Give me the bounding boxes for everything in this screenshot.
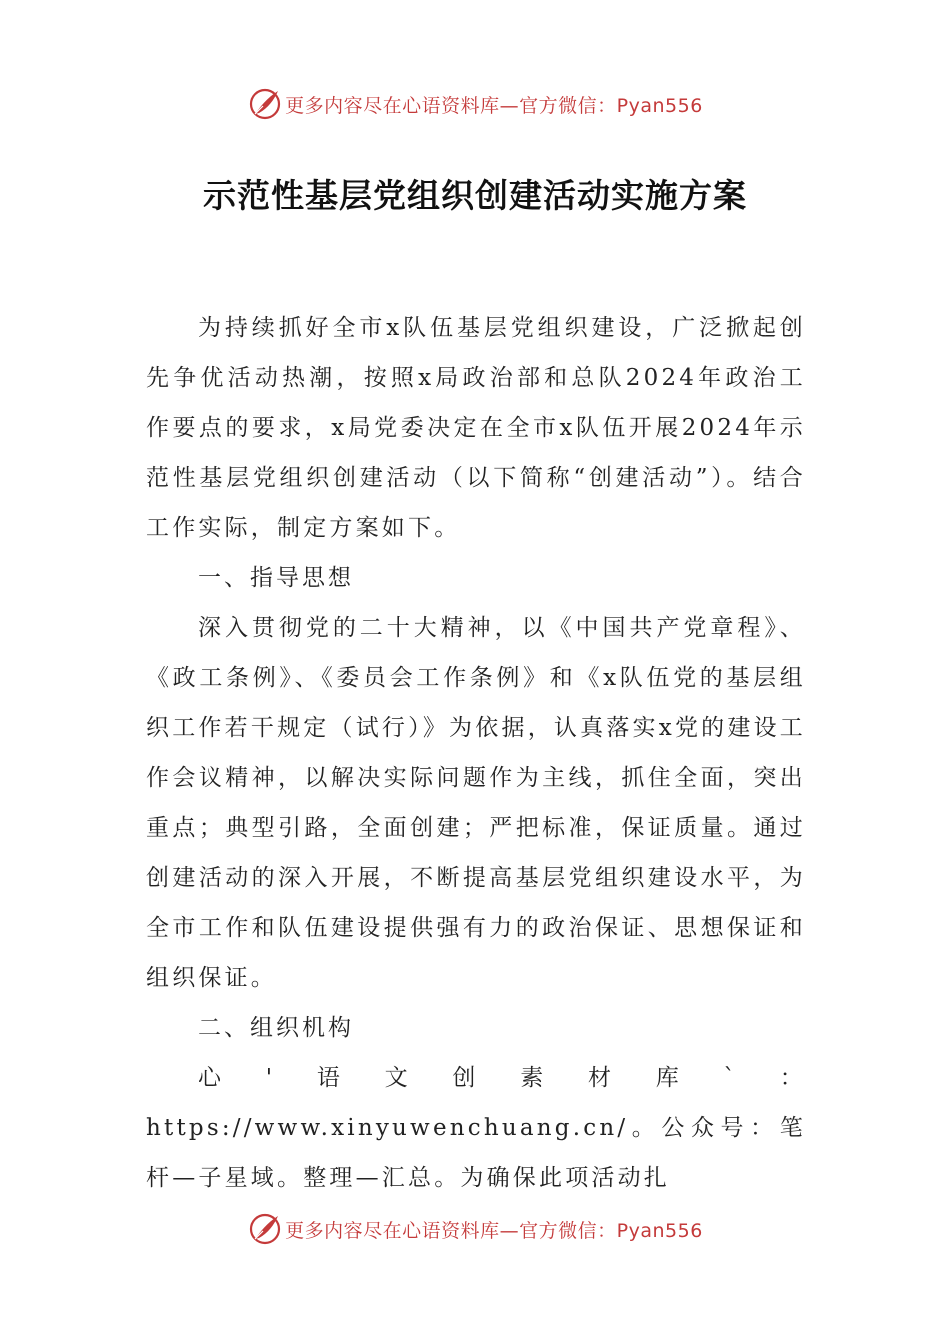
paragraph-guiding-ideology: 深入贯彻党的二十大精神，以《中国共产党章程》、《政工条例》、《委员会工作条例》和《x队伍党的基层组织工作若干规定（试行）》为依据，认真落实x党的建设工作会议精神，以解决实际问题作为主线，抓住全面，突出重点；典型引路，全面创建；严把标准，保证质量。通过创建活动的深入开展，不断提高基层党组织建设水平，为全市工作和队伍建设提供强有力的政治保证、思想保证和组织保证。 <box>146 615 806 991</box>
wechat-id: Pyan556 <box>616 94 703 117</box>
quill-logo-icon <box>247 86 283 122</box>
header-banner <box>0 84 950 124</box>
banner-text: 更多内容尽在心语资料库—官方微信：Pyan556 <box>285 1219 703 1242</box>
document-body <box>146 303 806 1203</box>
section-heading-organization: 二、组织机构 <box>198 1015 354 1041</box>
quill-logo-icon <box>247 1211 283 1247</box>
section-heading-guiding-ideology: 一、指导思想 <box>198 565 354 591</box>
paragraph-intro: 为持续抓好全市x队伍基层党组织建设，广泛掀起创先争优活动热潮，按照x局政治部和总队2024年政治工作要点的要求，x局党委决定在全市x队伍开展2024年示范性基层党组织创建活动（以下简称“创建活动”）。结合工作实际，制定方案如下。 <box>146 315 806 541</box>
footer-banner <box>0 1209 950 1249</box>
paragraph-organization: 心'语文创素材库`：https://www.xinyuwenchuang.cn/。公众号：笔杆—子星域。整理—汇总。为确保此项活动扎 <box>146 1065 806 1191</box>
banner-text: 更多内容尽在心语资料库—官方微信：Pyan556 <box>285 94 703 117</box>
wechat-id: Pyan556 <box>616 1219 703 1242</box>
document-title: 示范性基层党组织创建活动实施方案 <box>203 176 747 215</box>
